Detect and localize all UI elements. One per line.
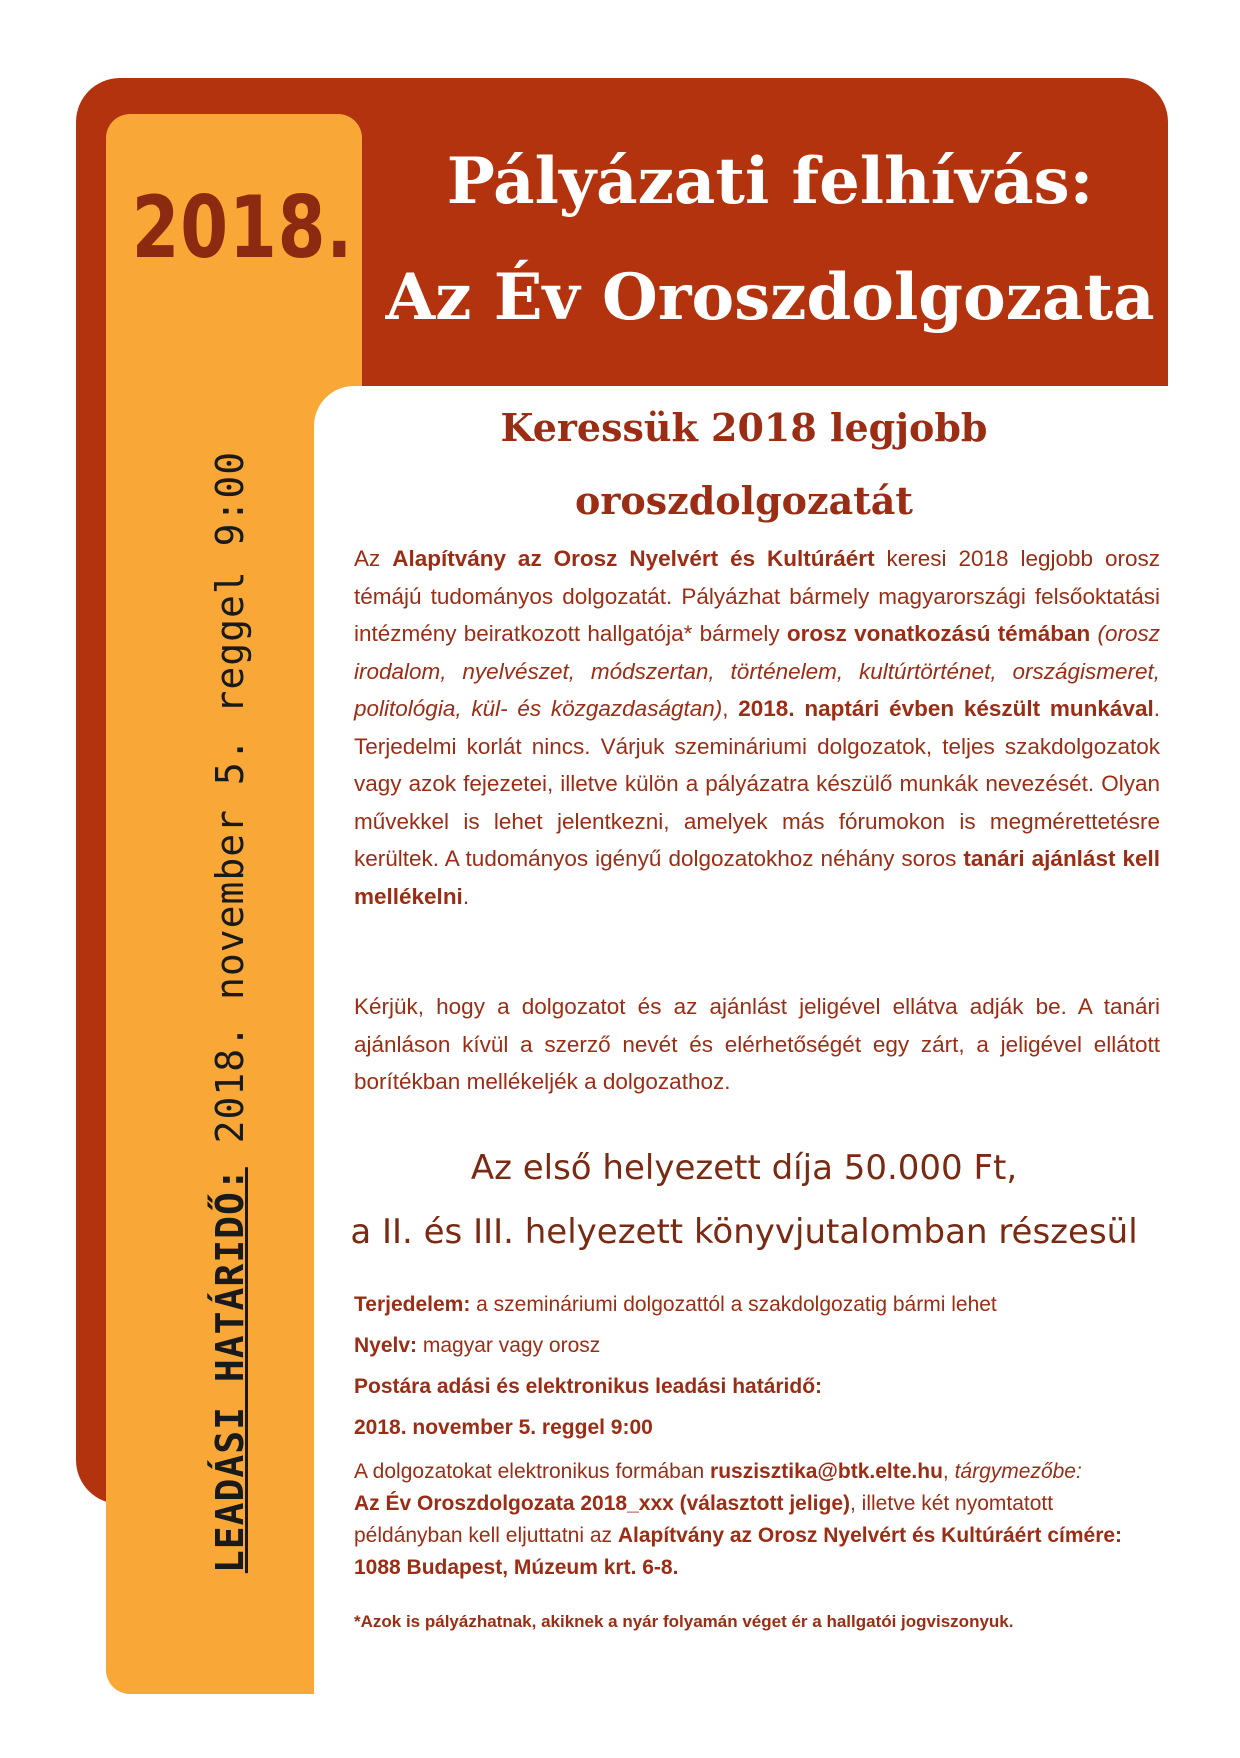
submission-text: A dolgozatokat elektronikus formában xyxy=(354,1460,711,1483)
vertical-deadline-value: 2018. november 5. reggel 9:00 xyxy=(208,450,252,1144)
vertical-deadline-label: LEADÁSI HATÁRIDŐ: xyxy=(208,1167,252,1574)
submission-text: , xyxy=(942,1460,955,1483)
footnote: *Azok is pályázhatnak, akiknek a nyár folyamán véget ér a hallgatói jogviszonyuk. xyxy=(354,1612,1014,1631)
subject-line: Az Év Oroszdolgozata 2018_xxx (választott jelige) xyxy=(354,1492,851,1515)
first-prize: Az első helyezett díja 50.000 Ft, xyxy=(470,1148,1018,1188)
year-requirement: 2018. naptári évben készült munkával xyxy=(738,696,1154,721)
submission-text: , illetve két nyomtatott példányban kell eljuttatni az xyxy=(354,1492,1054,1547)
length-value: a szemináriumi dolgozattól a szakdolgozatig bármi lehet xyxy=(470,1293,997,1316)
length-label: Terjedelem: xyxy=(354,1293,471,1316)
subject-label: tárgymezőbe: xyxy=(954,1460,1082,1483)
intro-text: , xyxy=(722,696,739,721)
topic-emphasis: orosz vonatkozású témában xyxy=(786,621,1091,646)
other-prizes: a II. és III. helyezett könyvjutalomban részesül xyxy=(350,1212,1138,1252)
subheading-line1: Keressük 2018 legjobb xyxy=(500,405,988,450)
recommendation-requirement: tanári ajánlást kell mellékelni xyxy=(354,846,1160,909)
postal-address: címére: 1088 Budapest, Múzeum krt. 6-8. xyxy=(354,1524,1123,1579)
page-title-line1: Pályázati felhívás: xyxy=(446,144,1094,219)
length-info xyxy=(354,1293,1154,1317)
intro-text: . Terjedelmi korlát nincs. Várjuk szemináriumi dolgozatok, teljes szakdolgozatok vagy azok fejezetei, illetve külön a pályázatra készülő munkák nevezését. Olyan művekkel is lehet jelentkezni, amelyek más fórumokon is megmérettetésre kerültek. A tudományos igényű dolgozatokhoz néhány soros xyxy=(354,696,1160,871)
intro-text: Az xyxy=(354,546,393,571)
subheading-line2: oroszdolgozatát xyxy=(575,478,913,523)
deadline-label: Postára adási és elektronikus leadási határidő: xyxy=(354,1375,823,1398)
language-info xyxy=(354,1334,1154,1358)
deadline-value: 2018. november 5. reggel 9:00 xyxy=(354,1416,653,1439)
submission-paragraph: Kérjük, hogy a dolgozatot és az ajánlást jeligével ellátva adják be. A tanári ajánláson kívül a szerző nevét és elérhetőségét egy zárt, a jeligével ellátott borítékban mellékeljék a dolgozathoz. xyxy=(354,994,1160,1094)
submission-email[interactable]: ruszisztika@btk.elte.hu xyxy=(710,1460,943,1483)
language-label: Nyelv: xyxy=(354,1334,418,1357)
topic-list: (orosz irodalom, nyelvészet, módszertan, történelem, kultúrtörténet, országismeret, politológia, kül- és közgazdaságtan) xyxy=(354,621,1160,721)
vertical-deadline xyxy=(208,412,252,1612)
foundation-name: Alapítvány az Orosz Nyelvért és Kultúráért xyxy=(617,1524,1042,1547)
submission-instructions xyxy=(354,1456,1164,1584)
page-title-line2: Az Év Oroszdolgozata xyxy=(385,260,1155,335)
intro-text: . xyxy=(462,883,470,909)
intro-paragraph xyxy=(354,540,1160,915)
foundation-name: Alapítvány az Orosz Nyelvért és Kultúráért xyxy=(392,546,875,571)
year-label: 2018. xyxy=(131,178,354,278)
language-value: magyar vagy orosz xyxy=(417,1334,601,1357)
intro-text: keresi 2018 legjobb orosz témájú tudományos dolgozatát. Pályázhat bármely magyarországi felsőoktatási intézmény beiratkozott hallgatója* bármely xyxy=(354,546,1160,646)
